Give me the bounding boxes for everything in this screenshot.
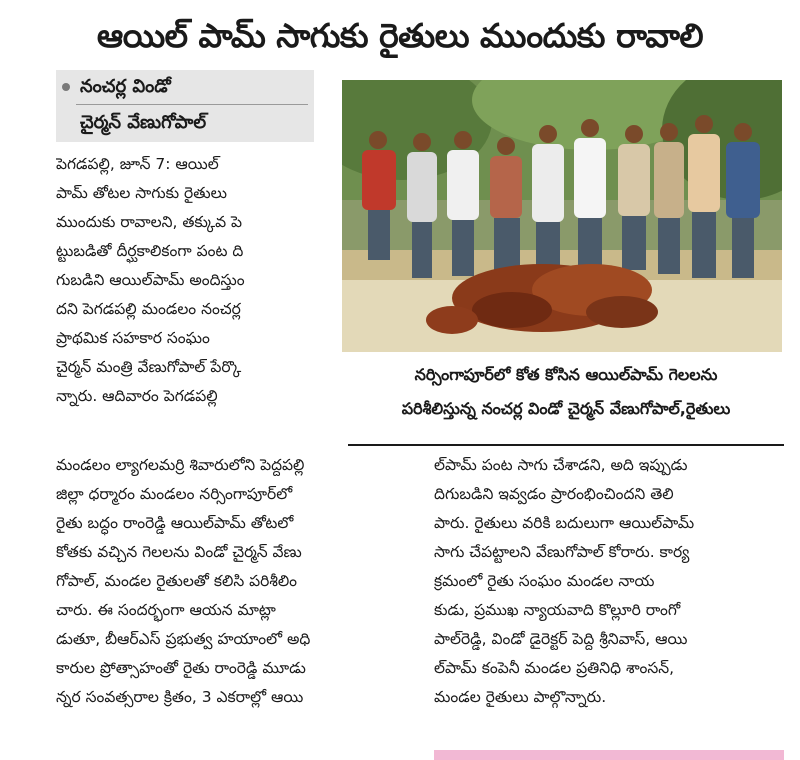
- body-line: మండలం ల్యాగలమర్రి శివారులోని పెద్దపల్లి: [56, 456, 305, 474]
- body-line: మండల రైతులు పాల్గొన్నారు.: [434, 688, 607, 706]
- body-line: దని పెగడపల్లి మండలం నంచర్ల: [56, 300, 241, 318]
- body-line: ల్‌పామ్ పంట సాగు చేశాడని, అది ఇప్పుడు: [434, 456, 688, 474]
- body-line: సాగు చేపట్టాలని వేణుగోపాల్ కోరారు. కార్య: [434, 543, 690, 561]
- body-line: న్నర సంవత్సరాల క్రితం, 3 ఎకరాల్లో ఆయి: [56, 688, 304, 706]
- caption-divider: [348, 444, 784, 446]
- body-line: పారు. రైతులు వరికి బదులుగా ఆయిల్‌పామ్: [434, 514, 695, 532]
- body-line: రైతు బద్ధం రాంరెడ్డి ఆయిల్‌పామ్ తోటలో: [56, 514, 294, 532]
- body-line: న్నారు. ఆదివారం పెగడపల్లి: [56, 387, 218, 405]
- body-line: కారుల ప్రోత్సాహంతో రైతు రాంరెడ్డి మూడు: [56, 659, 306, 677]
- body-line: జిల్లా ధర్మారం మండలం నర్సింగాపూర్‌లో: [56, 485, 293, 503]
- body-line: గోపాల్, మండల రైతులతో కలిసి పరిశీలిం: [56, 572, 297, 590]
- body-line: ట్టుబడితో దీర్ఘకాలికంగా పంట ది: [56, 242, 244, 260]
- caption-line-1: నర్సింగాపూర్‌లో కోత కోసిన ఆయిల్‌పామ్ గెలలను: [414, 365, 718, 384]
- body-line: పెగడపల్లి, జూన్ 7: ఆయిల్: [56, 155, 219, 173]
- headline: ఆయిల్ పామ్ సాగుకు రైతులు ముందుకు రావాలి: [96, 16, 704, 55]
- body-line: పామ్ తోటల సాగుకు రైతులు: [56, 184, 228, 202]
- body-line: ముందుకు రావాలని, తక్కువ పె: [56, 213, 243, 231]
- body-line: పాల్‌రెడ్డి, విండో డైరెక్టర్ పెద్ది శ్రీనివాస్, ఆయి: [434, 630, 688, 648]
- body-line: కుడు, ప్రముఖ న్యాయవాది కొల్లూరి రాంగో: [434, 601, 681, 619]
- body-line: గుబడిని ఆయిల్‌పామ్ అందిస్తుం: [56, 271, 245, 289]
- body-line: ప్రాథమిక సహకార సంఘం: [56, 329, 210, 347]
- subheading-line-1: నంచర్ల విండో: [80, 76, 171, 97]
- body-line: క్రమంలో రైతు సంఘం మండల నాయ: [434, 572, 655, 590]
- subheading-line-2: చైర్మన్ వేణుగోపాల్: [80, 112, 207, 133]
- body-line: దిగుబడిని ఇవ్వడం ప్రారంభించిందని తెలి: [434, 485, 674, 503]
- article-column-left-top: [56, 150, 314, 411]
- photo-caption: [346, 360, 786, 432]
- accent-bar: [434, 750, 784, 760]
- article-column-right-bottom: [434, 451, 784, 712]
- news-photo: [342, 80, 782, 352]
- article-column-left-bottom: [56, 451, 416, 712]
- photo-illustration: [342, 80, 782, 352]
- subheading-box: [56, 70, 314, 142]
- body-line: కోతకు వచ్చిన గెలలను విండో చైర్మన్ వేణు: [56, 543, 302, 561]
- body-line: డుతూ, బీఆర్‌ఎస్ ప్రభుత్వ హయాంలో అధి: [56, 630, 311, 648]
- bullet-icon: [62, 83, 70, 91]
- body-line: చారు. ఈ సందర్భంగా ఆయన మాట్లా: [56, 601, 276, 619]
- body-line: ల్‌పామ్ కంపెనీ మండల ప్రతినిధి శాంసన్,: [434, 659, 675, 677]
- subheading-divider: [76, 104, 308, 105]
- body-line: చైర్మన్ మంత్రి వేణుగోపాల్ పేర్కొ: [56, 358, 242, 376]
- caption-line-2: పరిశీలిస్తున్న నంచర్ల విండో చైర్మన్ వేణుగోపాల్,రైతులు: [401, 399, 731, 418]
